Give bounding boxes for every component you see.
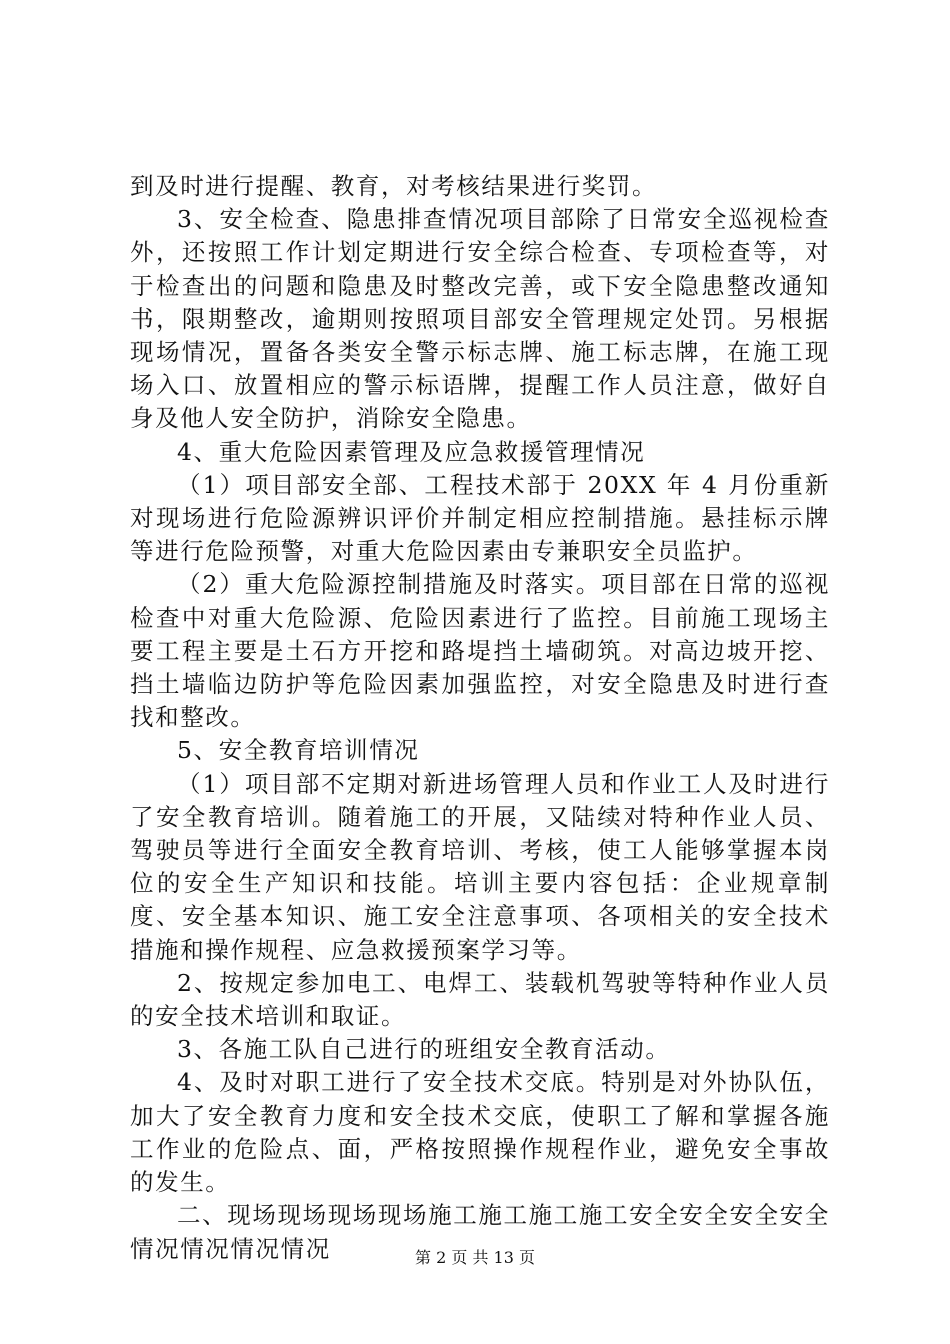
paragraph-hazard-identification: （1）项目部安全部、工程技术部于 20XX 年 4 月份重新对现场进行危险源辨识评价并制定相应控制措施。悬挂标示牌等进行危险预警，对重大危险因素由专兼职安全员监护。: [130, 470, 830, 566]
heading-major-hazards: 4、重大危险因素管理及应急救援管理情况: [177, 437, 646, 466]
paragraph-hazard-control: （2）重大危险源控制措施及时落实。项目部在日常的巡视检查中对重大危险源、危险因素进行了监控。目前施工现场主要工程主要是土石方开挖和路堤挡土墙砌筑。对高边坡开挖、挡土墙临边防护等危险因素加强监控，对安全隐患及时进行查找和整改。: [130, 570, 830, 732]
paragraph-team-education: 3、各施工队自己进行的班组安全教育活动。: [177, 1035, 671, 1064]
paragraph-special-operations-training: 2、按规定参加电工、电焊工、装载机驾驶等特种作业人员的安全技术培训和取证。: [130, 968, 830, 1031]
heading-safety-training: 5、安全教育培训情况: [177, 736, 420, 765]
page-number-footer: 第 2 页 共 13 页: [415, 1248, 535, 1267]
paragraph-training-details: （1）项目部不定期对新进场管理人员和作业工人及时进行了安全教育培训。随着施工的开展，又陆续对特种作业人员、驾驶员等进行全面安全教育培训、考核，使工人能够掌握本岗位的安全生产知识和技能。培训主要内容包括：企业规章制度、安全基本知识、施工安全注意事项、各项相关的安全技术措施和操作规程、应急救援预案学习等。: [130, 769, 830, 964]
heading-site-safety: 二、现场现场现场现场施工施工施工施工安全安全安全安全情况情况情况情况: [130, 1201, 830, 1263]
paragraph-continuation: 到及时进行提醒、教育，对考核结果进行奖罚。: [130, 172, 658, 200]
paragraph-safety-inspection: 3、安全检查、隐患排查情况项目部除了日常安全巡视检查外，还按照工作计划定期进行安全综合检查、专项检查等，对于检查出的问题和隐患及时整改完善，或下安全隐患整改通知书，限期整改，逾期则按照项目部安全管理规定处罚。另根据现场情况，置备各类安全警示标志牌、施工标志牌，在施工现场入口、放置相应的警示标语牌，提醒工作人员注意，做好自身及他人安全防护，消除安全隐患。: [130, 205, 830, 433]
document-body: [130, 170, 830, 1266]
paragraph-technical-briefing: 4、及时对职工进行了安全技术交底。特别是对外协队伍，加大了安全教育力度和安全技术交底，使职工了解和掌握各施工作业的危险点、面，严格按照操作规程作业，避免安全事故的发生。: [130, 1068, 830, 1197]
